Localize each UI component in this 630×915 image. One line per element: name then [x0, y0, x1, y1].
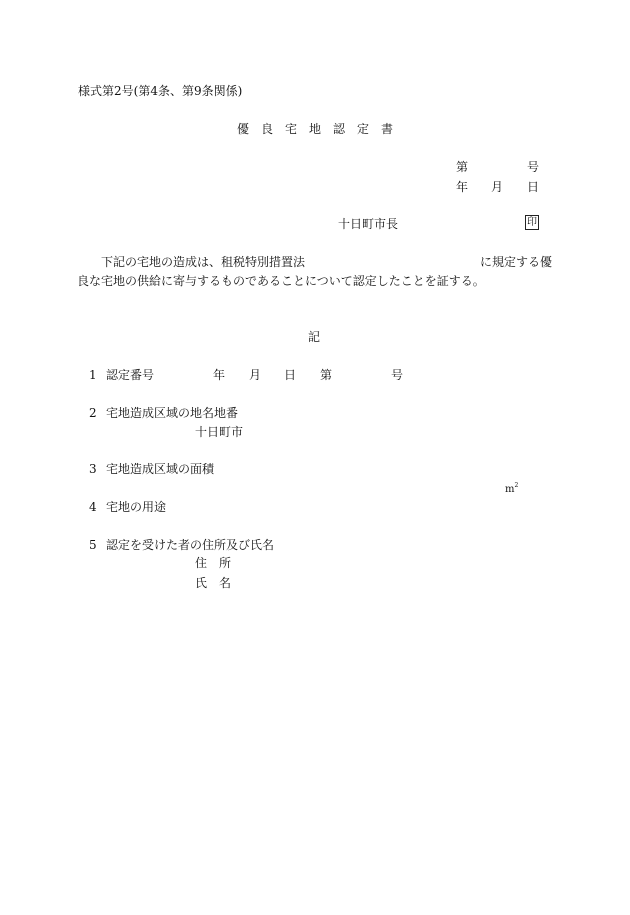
item-4-number: 4 — [89, 500, 97, 514]
ki-heading: 記 — [308, 330, 321, 344]
item-1-month: 月 — [249, 368, 262, 382]
item-1-label: 認定番号 — [106, 368, 155, 382]
item-2-value: 十日町市 — [195, 425, 244, 439]
item-1-year: 年 — [213, 368, 226, 382]
form-number: 様式第2号(第4条、第9条関係) — [78, 84, 243, 98]
address-label: 住 所 — [195, 556, 232, 570]
item-1-number: 1 — [89, 368, 97, 382]
item-3-number: 3 — [89, 462, 97, 476]
body-line-1-end: に規定する優 — [480, 255, 553, 269]
issue-month: 月 — [491, 180, 504, 194]
item-2-number: 2 — [89, 406, 97, 420]
issue-year: 年 — [456, 180, 469, 194]
item-5-label: 認定を受けた者の住所及び氏名 — [106, 538, 275, 552]
issue-number-suffix: 号 — [527, 160, 540, 174]
item-4-label: 宅地の用途 — [106, 500, 167, 514]
seal-stamp: 印 — [527, 217, 537, 228]
body-line-1-start: 下記の宅地の造成は、租税特別措置法 — [101, 255, 306, 269]
issuer-name: 十日町市長 — [338, 217, 399, 231]
body-line-2: 良な宅地の供給に寄与するものであることについて認定したことを証する。 — [77, 274, 485, 288]
item-5-number: 5 — [89, 538, 97, 552]
item-2-label: 宅地造成区域の地名地番 — [106, 406, 239, 420]
area-unit: $m^2$ — [505, 482, 519, 495]
issue-day: 日 — [527, 180, 540, 194]
name-label: 氏 名 — [195, 576, 232, 590]
item-3-label: 宅地造成区域の面積 — [106, 462, 215, 476]
item-1-day: 日 — [284, 368, 297, 382]
item-1-dai: 第 — [320, 368, 333, 382]
item-1-go: 号 — [391, 368, 404, 382]
document-title: 優 良 宅 地 認 定 書 — [237, 122, 394, 136]
issue-number-prefix: 第 — [456, 160, 469, 174]
